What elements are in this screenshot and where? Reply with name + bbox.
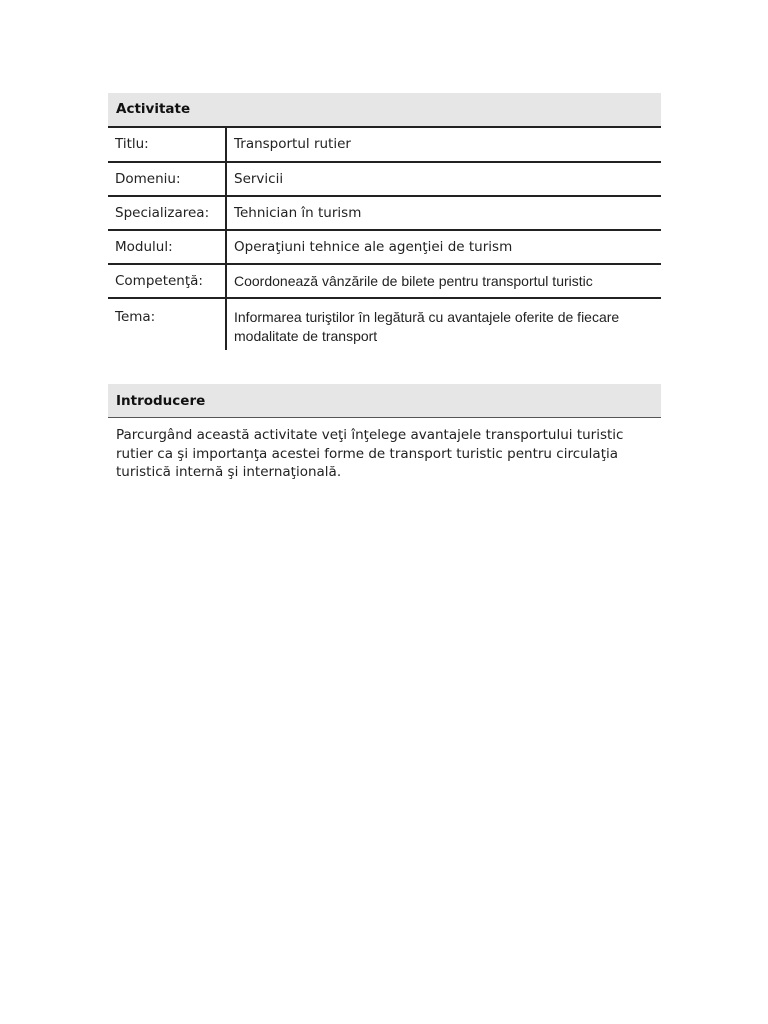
table-row-domain [108, 162, 661, 196]
row-label: Modulul: [108, 230, 226, 264]
introduction-header: Introducere [108, 384, 661, 418]
row-value: Servicii [226, 162, 661, 196]
row-label: Tema: [108, 298, 226, 350]
activity-header: Activitate [108, 93, 661, 128]
activity-table [108, 128, 661, 350]
table-row-theme [108, 298, 661, 350]
row-label: Titlu: [108, 128, 226, 162]
row-value: Tehnician în turism [226, 196, 661, 230]
introduction-text: Parcurgând această activitate veţi înţelege avantajele transportului turistic rutier ca şi importanţa acestei forme de transport turistic pentru circulaţia turistică internă şi internaţională. [116, 427, 624, 480]
table-row-competence [108, 264, 661, 298]
row-value: Operaţiuni tehnice ale agenţiei de turism [226, 230, 661, 264]
row-value: Informarea turiştilor în legătură cu avantajele oferite de fiecare modalitate de transport [234, 309, 620, 344]
table-row-title [108, 128, 661, 162]
document-page [108, 93, 661, 482]
row-value: Coordonează vânzările de bilete pentru transportul turistic [226, 264, 661, 298]
row-value: Transportul rutier [226, 128, 661, 162]
row-label: Competenţă: [108, 264, 226, 298]
table-row-module [108, 230, 661, 264]
row-label: Domeniu: [108, 162, 226, 196]
introduction-section [108, 384, 661, 482]
table-row-specialization [108, 196, 661, 230]
row-label: Specializarea: [108, 196, 226, 230]
